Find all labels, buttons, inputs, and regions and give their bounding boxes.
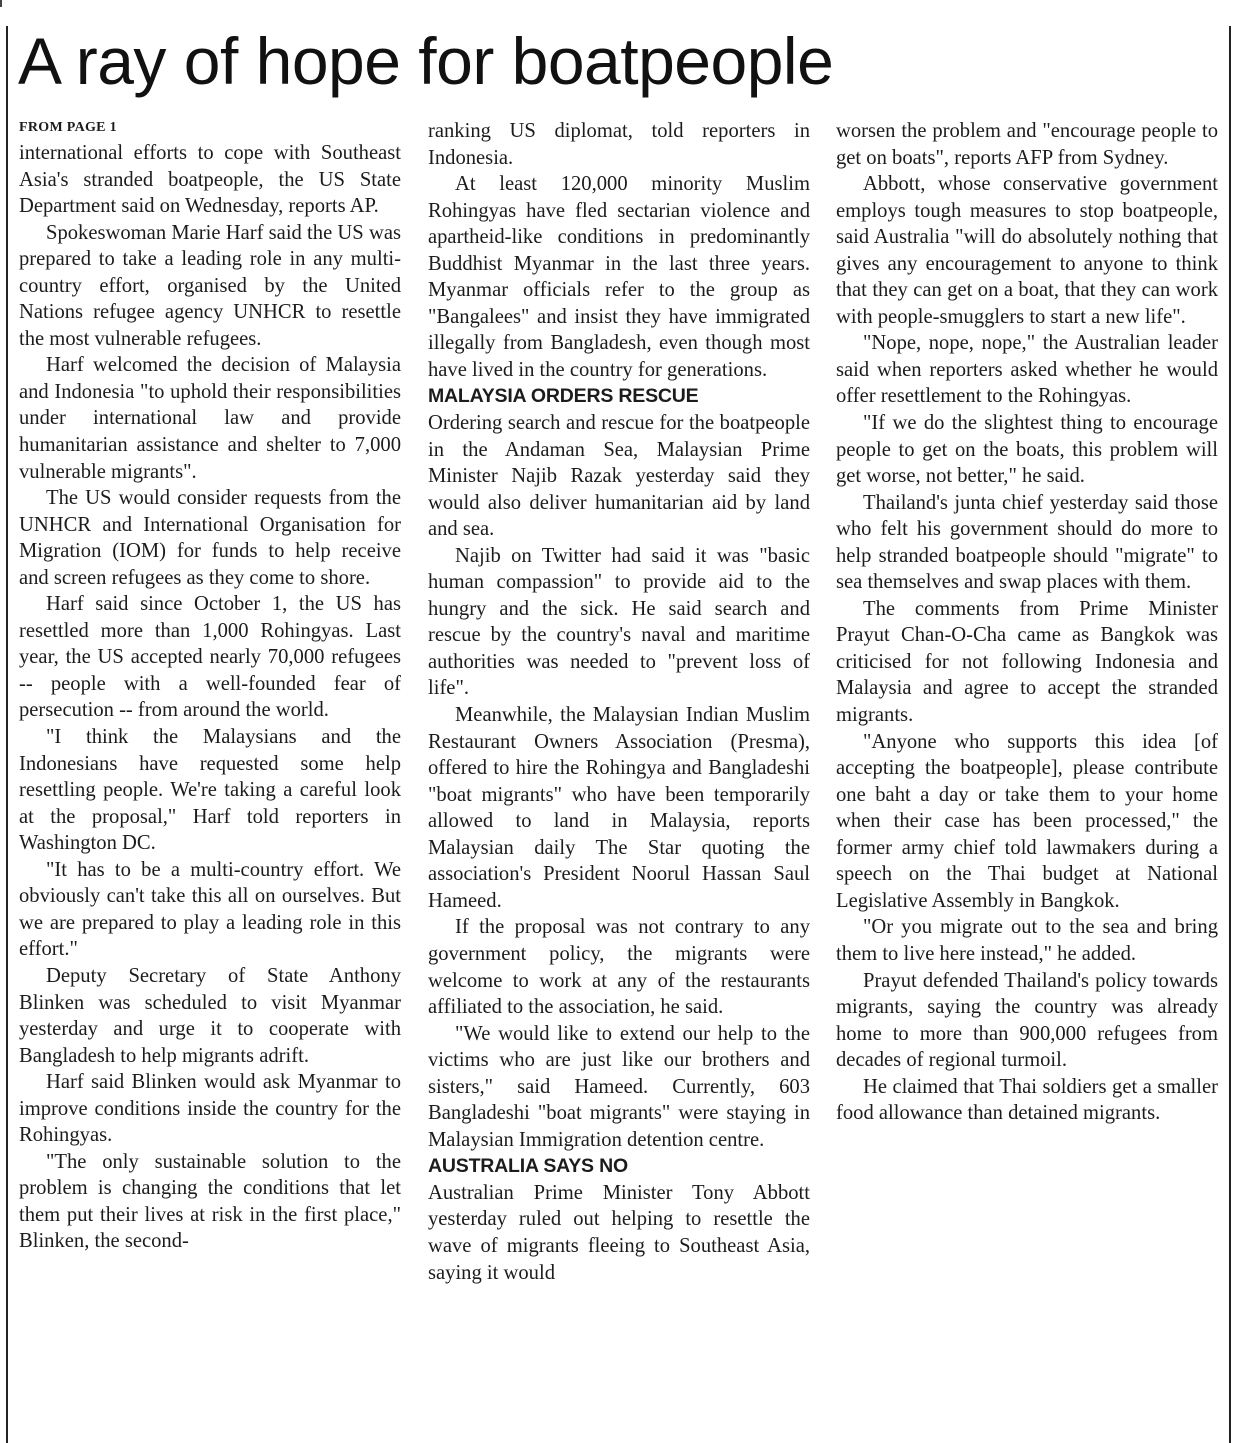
paragraph: Australian Prime Minister Tony Abbott yesterday ruled out helping to resettle the wave of migrants fleeing to Southeast Asia, saying it would (428, 1181, 810, 1284)
paragraph: Thailand's junta chief yesterday said those who felt his government should do more to help stranded boatpeople should "migrate" to sea themselves and swap places with them. (836, 491, 1218, 594)
paragraph: Prayut defended Thailand's policy towards migrants, saying the country was already home to more than 900,000 refugees from decades of regional turmoil. (836, 969, 1218, 1072)
paragraph: At least 120,000 minority Muslim Rohingyas have fled sectarian violence and apartheid-like conditions in predominantly Buddhist Myanmar in the last three years. Myanmar officials refer to the group as "Bangalees" and insist they have immigrated illegally from Bangladesh, even though most have lived in the country for generations. (428, 173, 810, 381)
paragraph: Harf said since October 1, the US has resettled more than 1,000 Rohingyas. Last year, the US accepted nearly 70,000 refugees -- people with a well-founded fear of persecution -- from around the world. (19, 593, 401, 722)
section-subhead: MALAYSIA ORDERS RESCUE (428, 385, 699, 408)
paragraph: He claimed that Thai soldiers get a smaller food allowance than detained migrants. (836, 1075, 1218, 1125)
article-column-1 (19, 118, 401, 1438)
paragraph: "We would like to extend our help to the victims who are just like our brothers and sisters," said Hameed. Currently, 603 Bangladeshi "boat migrants" were staying in Malaysian Immigration detention centre. (428, 1022, 810, 1151)
paragraph: "If we do the slightest thing to encourage people to get on the boats, this problem will get worse, not better," he said. (836, 412, 1218, 488)
article-column-2 (428, 118, 810, 1438)
paragraph: worsen the problem and "encourage people to get on boats", reports AFP from Sydney. (836, 120, 1218, 169)
crop-mark (0, 0, 2, 7)
article-column-3 (836, 118, 1218, 1438)
paragraph: Ordering search and rescue for the boatpeople in the Andaman Sea, Malaysian Prime Minister Najib Razak yesterday said they would also deliver humanitarian aid by land and sea. (428, 412, 810, 541)
paragraph: The comments from Prime Minister Prayut Chan-O-Cha came as Bangkok was criticised for not following Indonesia and Malaysia and agree to accept the stranded migrants. (836, 597, 1218, 727)
kicker: FROM PAGE 1 (19, 120, 117, 135)
paragraph: "Nope, nope, nope," the Australian leader said when reporters asked whether he would offer resettlement to the Rohingyas. (836, 332, 1218, 408)
page-border-right (1229, 26, 1231, 1443)
paragraph: "Anyone who supports this idea [of accepting the boatpeople], please contribute one baht a day or take them to your home when their case has been processed," the former army chief told lawmakers during a speech on the Thai budget at National Legislative Assembly in Bangkok. (836, 730, 1218, 912)
paragraph: "I think the Malaysians and the Indonesians have requested some help resettling people. We're taking a careful look at the proposal," Harf told reporters in Washington DC. (19, 726, 401, 855)
paragraph: Spokeswoman Marie Harf said the US was prepared to take a leading role in any multi-country effort, organised by the United Nations refugee agency UNHCR to resettle the most vulnerable refugees. (19, 221, 401, 350)
paragraph: If the proposal was not contrary to any government policy, the migrants were welcome to work at any of the restaurants affiliated to the association, he said. (428, 916, 810, 1019)
paragraph: "The only sustainable solution to the problem is changing the conditions that let them put their lives at risk in the first place," Blinken, the second- (19, 1150, 401, 1253)
paragraph: Meanwhile, the Malaysian Indian Muslim Restaurant Owners Association (Presma), offered to hire the Rohingya and Bangladeshi "boat migrants" who have been temporarily allowed to land in Malaysia, reports Malaysian daily The Star quoting the association's President Noorul Hassan Saul Hameed. (428, 704, 810, 912)
headline: A ray of hope for boatpeople (18, 24, 834, 98)
paragraph: Abbott, whose conservative government employs tough measures to stop boatpeople, said Australia "will do absolutely nothing that gives any encouragement to anyone to think that they can get on a boat, that they can work with people-smugglers to start a new life". (836, 173, 1218, 328)
paragraph: Najib on Twitter had said it was "basic human compassion" to provide aid to the hungry and the sick. He said search and rescue by the country's naval and maritime authorities was needed to "prevent loss of life". (428, 544, 810, 700)
paragraph: Harf said Blinken would ask Myanmar to improve conditions inside the country for the Rohingyas. (19, 1071, 401, 1147)
paragraph: Deputy Secretary of State Anthony Blinken was scheduled to visit Myanmar yesterday and urge it to cooperate with Bangladesh to help migrants adrift. (19, 964, 401, 1067)
paragraph: Harf welcomed the decision of Malaysia and Indonesia "to uphold their responsibilities under international law and provide humanitarian assistance and shelter to 7,000 vulnerable migrants". (19, 354, 401, 483)
paragraph: "Or you migrate out to the sea and bring them to live here instead," he added. (836, 916, 1218, 965)
paragraph: "It has to be a multi-country effort. We obviously can't take this all on ourselves. But we are prepared to play a leading role in this effort." (19, 858, 401, 961)
page-border-left (6, 26, 8, 1443)
paragraph: ranking US diplomat, told reporters in Indonesia. (428, 120, 810, 169)
section-subhead: AUSTRALIA SAYS NO (428, 1155, 628, 1178)
paragraph: international efforts to cope with Southeast Asia's stranded boatpeople, the US State Department said on Wednesday, reports AP. (19, 142, 401, 218)
paragraph: The US would consider requests from the UNHCR and International Organisation for Migration (IOM) for funds to help receive and screen refugees as they come to shore. (19, 487, 401, 589)
